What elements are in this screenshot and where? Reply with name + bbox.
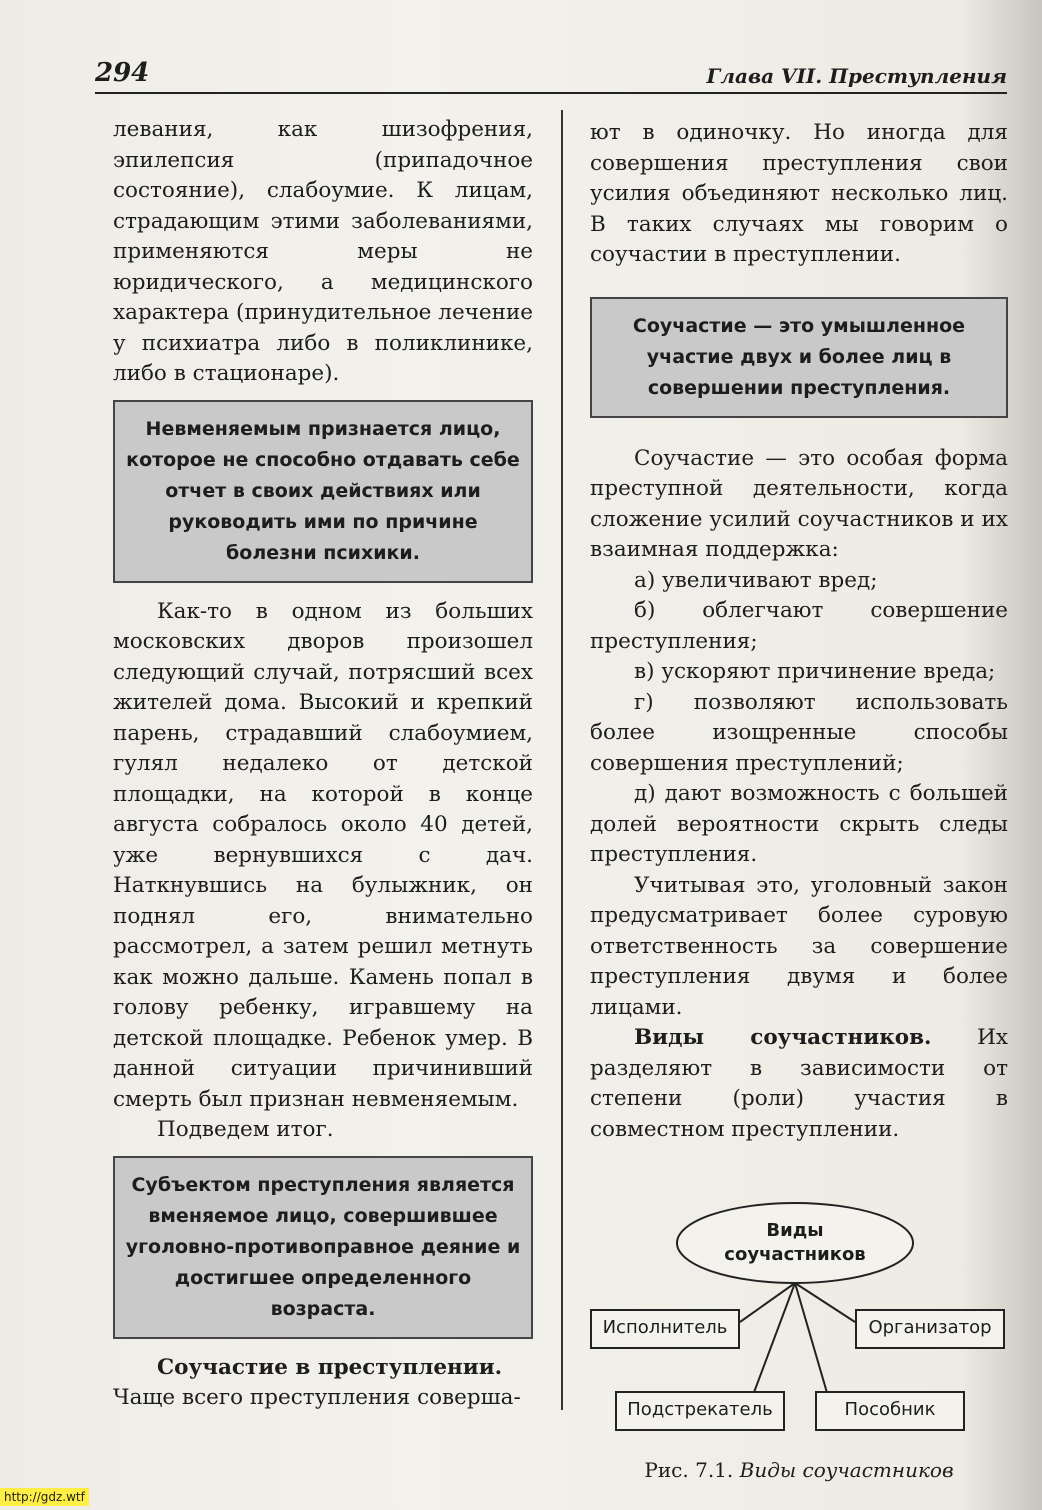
column-divider	[561, 110, 563, 1410]
definition-box: Невменяемым признается лицо, которое не способно отдавать себе отчет в своих действиях или руководить ими по причине болезни психики.	[113, 400, 533, 583]
paragraph-text: Их разделяют в зависимости от степени (роли) участия в совместном преступлении.	[590, 1025, 1008, 1142]
paragraph: Как-то в одном из больших московских дворов произошел следующий случай, потрясший всех жителей дома. Высокий и крепкий парень, страдавший слабоумием, гулял недалеко от детской площадки, на которой в конце августа собралось около 40 детей, уже вернувшихся с дач. Наткнувшись на булыжник, он поднял его, внимательно рассмотрел, а затем решил метнуть как можно дальше. Камень попал в голову ребенку, игравшему на детской площадке. Ребенок умер. В данной ситуации причинивший смерть был признан невменяемым.	[113, 598, 533, 1112]
page-number: 294	[95, 58, 150, 88]
connector-line	[795, 1283, 830, 1403]
figure-caption: Рис. 7.1. Виды соучастников	[644, 1458, 954, 1482]
definition-box: Соучастие — это умышленное участие двух и более лиц в совершении преступления.	[590, 297, 1008, 418]
inline-heading: Виды соучастников.	[634, 1025, 932, 1050]
paragraph: Чаще всего преступления соверша-	[113, 1385, 521, 1410]
paragraph: Подведем итог.	[157, 1117, 334, 1142]
node-executor: Исполнитель	[590, 1309, 740, 1349]
participants-diagram	[590, 1191, 1008, 1501]
list-item: г) позволяют использовать более изощренные способы совершения преступлений;	[590, 689, 1008, 776]
paragraph: Соучастие — это особая форма преступной деятельности, когда сложение усилий соучастников и их взаимная поддержка:	[590, 445, 1008, 562]
paragraph	[590, 1023, 1008, 1145]
right-column	[590, 118, 1008, 1501]
chapter-title: Глава VII. Преступления	[706, 64, 1007, 88]
connector-line	[750, 1283, 795, 1403]
section-heading: Соучастие в преступлении.	[157, 1354, 503, 1380]
list-item: в) ускоряют причинение вреда;	[634, 659, 996, 684]
page-header	[95, 58, 1007, 94]
paragraph: Учитывая это, уголовный закон предусматривает более суровую ответственность за совершение преступления двумя и более лицами.	[590, 872, 1008, 1020]
center-node-label: Виды соучастников	[724, 1220, 866, 1265]
node-organizer: Организатор	[855, 1309, 1005, 1349]
list-item: д) дают возможность с большей долей вероятности скрыть следы преступления.	[590, 781, 1008, 867]
summary-box: Субъектом преступления является вменяемое лицо, совершившее уголовно-противоправное деяние и достигшее определенного возраста.	[113, 1156, 533, 1339]
paragraph: левания, как шизофрения, эпилепсия (припадочное состояние), слабоумие. К лицам, страдающим этими заболеваниями, применяются меры не юридического, а медицинского характера (принудительное лечение у психиатра либо в поликлинике, либо в стационаре).	[113, 117, 533, 386]
list-item: а) увеличивают вред;	[634, 567, 878, 593]
node-accomplice: Пособник	[815, 1391, 965, 1431]
list-item: б) облегчают совершение преступления;	[590, 598, 1008, 654]
paragraph: ют в одиночку. Но иногда для совершения преступления свои усилия объединяют несколько лиц. В таких случаях мы говорим о соучастии в преступлении.	[590, 120, 1008, 267]
left-column	[113, 115, 533, 1414]
source-watermark: http://gdz.wtf	[0, 1488, 89, 1506]
node-instigator: Подстрекатель	[615, 1391, 785, 1431]
